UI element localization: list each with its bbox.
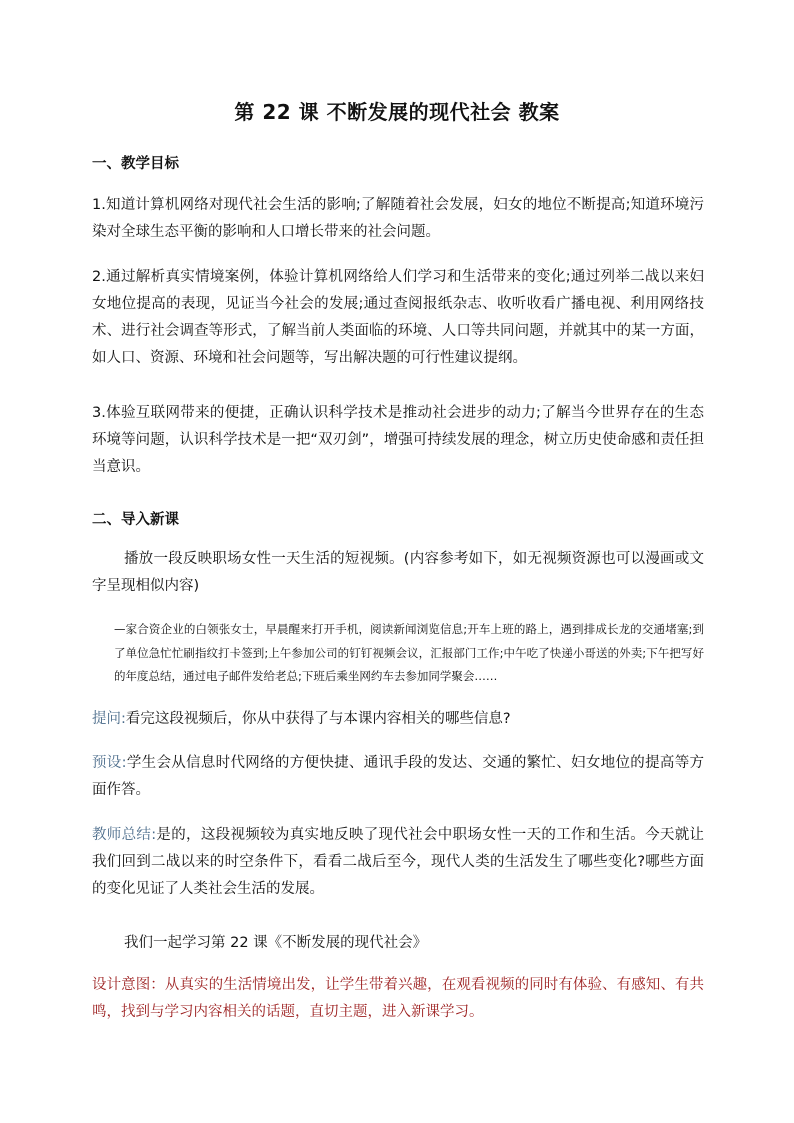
preset-label: 预设: — [92, 755, 127, 771]
section-heading-intro: 二、导入新课 — [92, 512, 179, 528]
question-label: 提问: — [92, 711, 126, 727]
summary-text: 是的，这段视频较为真实地反映了现代社会中职场女性一天的工作和生活。今天就让我们回到二战以来的时空条件下，看看二战后至今，现代人类的生活发生了哪些变化?哪些方面的变化见证了人类社会生活的发展。 — [92, 827, 705, 897]
lesson-line: 我们一起学习第 22 课《不断发展的现代社会》 — [124, 935, 428, 951]
summary-label: 教师总结: — [92, 827, 157, 843]
summary-paragraph — [92, 822, 704, 903]
preset-paragraph — [92, 750, 704, 804]
objective-item-2: 2.通过解析真实情境案例，体验计算机网络给人们学习和生活带来的变化;通过列举二战以来妇女地位提高的表现，见证当今社会的发展;通过查阅报纸杂志、收听收看广播电视、利用网络技术、进行社会调查等形式，了解当前人类面临的环境、人口等共同问题，并就其中的某一方面，如人口、资源、环境和社会问题等，写出解决题的可行性建议提纲。 — [92, 269, 704, 366]
question-text: 看完这段视频后，你从中获得了与本课内容相关的哪些信息? — [125, 711, 511, 727]
design-intent-paragraph: 设计意图：从真实的生活情境出发，让学生带着兴趣，在观看视频的同时有体验、有感知、有共鸣，找到与学习内容相关的话题，直切主题，进入新课学习。 — [92, 977, 704, 1020]
page-title: 第 22 课 不断发展的现代社会 教案 — [234, 100, 560, 124]
objective-item-1: 1.知道计算机网络对现代社会生活的影响;了解随着社会发展，妇女的地位不断提高;知道环境污染对全球生态平衡的影响和人口增长带来的社会问题。 — [92, 197, 704, 240]
preset-text: 学生会从信息时代网络的方便快捷、通讯手段的发达、交通的繁忙、妇女地位的提高等方面作答。 — [92, 755, 705, 798]
section-heading-objectives: 一、教学目标 — [92, 156, 179, 172]
intro-paragraph: 播放一段反映职场女性一天生活的短视频。(内容参考如下，如无视频资源也可以漫画或文字呈现相似内容) — [92, 551, 704, 594]
objective-item-3: 3.体验互联网带来的便捷，正确认识科学技术是推动社会进步的动力;了解当今世界存在的生态环境等问题，认识科学技术是一把“双刃剑”，增强可持续发展的理念，树立历史使命感和责任担当意识。 — [92, 405, 704, 475]
story-paragraph: —家合资企业的白领张女士，早晨醒来打开手机，阅读新闻浏览信息;开车上班的路上，遇到排成长龙的交通堵塞;到了单位急忙忙刷指纹打卡签到;上午参加公司的钉钉视频会议，汇报部门工作;中午吃了快递小哥送的外卖;下午把写好的年度总结，通过电子邮件发给老总;下班后乘坐网约车去参加同学聚会…… — [114, 622, 704, 683]
question-paragraph — [92, 706, 704, 733]
